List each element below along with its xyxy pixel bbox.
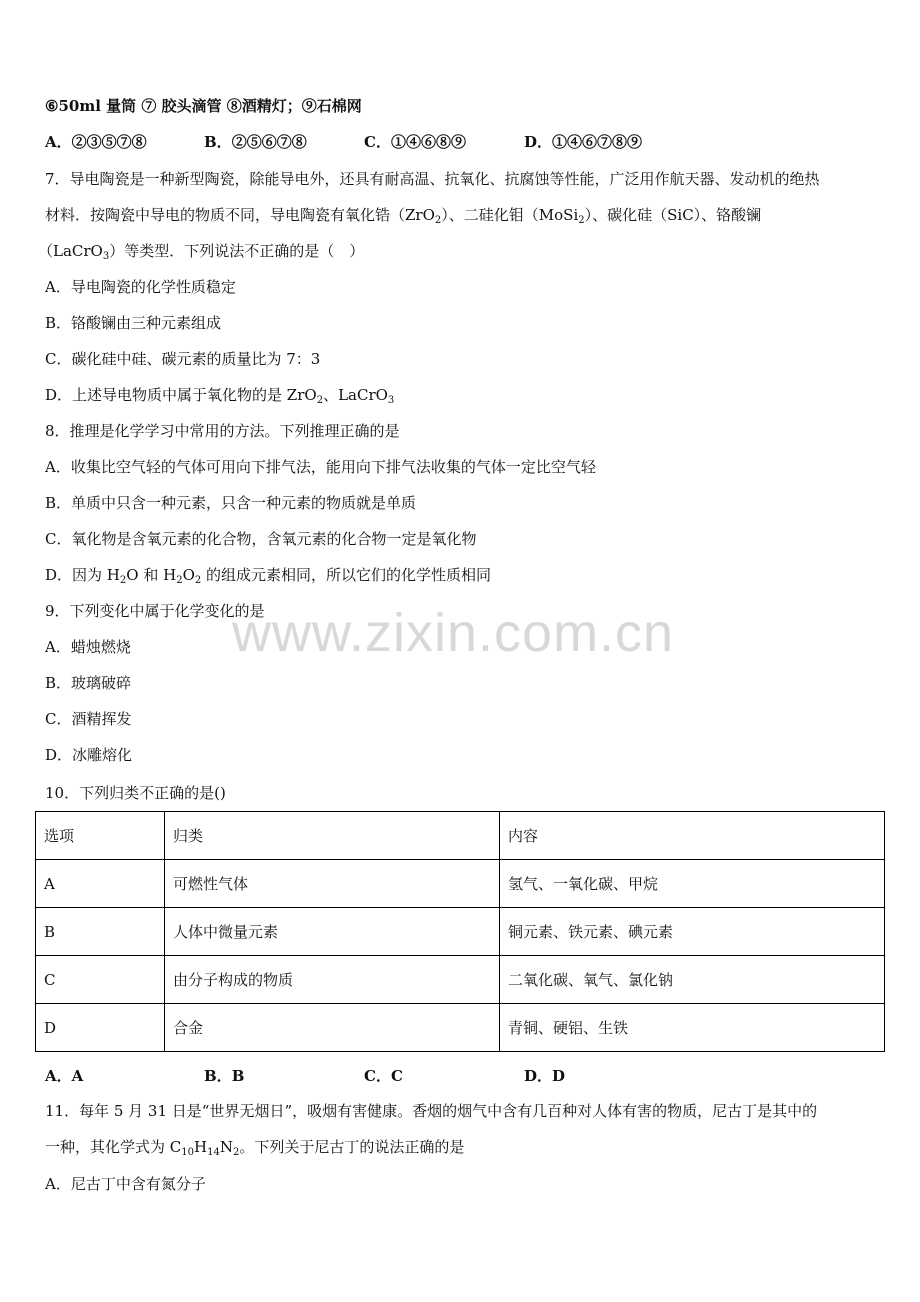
- table-cell: C: [36, 956, 165, 1004]
- table-cell: B: [36, 908, 165, 956]
- q9-stem: 9．下列变化中属于化学变化的是: [45, 602, 265, 620]
- q7-stem-line1: 7．导电陶瓷是一种新型陶瓷，除能导电外，还具有耐高温、抗氧化、抗腐蚀等性能，广泛用作航天器、发动机的绝热: [45, 170, 820, 188]
- table-header-cell: 归类: [165, 812, 500, 860]
- q7-option-d: D．上述导电物质中属于氧化物的是 ZrO$_2$、LaCrO$_3$: [45, 386, 395, 406]
- q7-option-a: A．导电陶瓷的化学性质稳定: [45, 278, 236, 296]
- watermark: www.zixin.com.cn: [232, 603, 675, 663]
- q7-option-c: C．碳化硅中硅、碳元素的质量比为 7：3: [45, 350, 321, 368]
- q11-option-a: A．尼古丁中含有氮分子: [45, 1175, 206, 1193]
- q10-option-a: A．A: [45, 1067, 84, 1085]
- q8-option-a: A．收集比空气轻的气体可用向下排气法，能用向下排气法收集的气体一定比空气轻: [45, 458, 596, 476]
- table-cell: 青铜、硬铝、生铁: [500, 1004, 885, 1052]
- q9-option-d: D．冰雕熔化: [45, 746, 133, 764]
- table-header-cell: 选项: [36, 812, 165, 860]
- q7-stem-line3: （LaCrO$_3$）等类型．下列说法不正确的是（ ）: [38, 242, 365, 262]
- q7-option-b: B．铬酸镧由三种元素组成: [45, 314, 222, 332]
- q9-option-b: B．玻璃破碎: [45, 674, 132, 692]
- q8-option-c: C．氧化物是含氧元素的化合物，含氧元素的化合物一定是氧化物: [45, 530, 477, 548]
- q9-option-a: A．蜡烛燃烧: [45, 638, 131, 656]
- table-cell: 由分子构成的物质: [165, 956, 500, 1004]
- q11-stem-line1: 11．每年 5 月 31 日是“世界无烟日”，吸烟有害健康。香烟的烟气中含有几百种对人体有害的物质，尼古丁是其中的: [45, 1102, 818, 1120]
- q6-option-b: B．②⑤⑥⑦⑧: [204, 133, 307, 151]
- q10-option-d: D．D: [524, 1067, 566, 1085]
- table-cell: 铜元素、铁元素、碘元素: [500, 908, 885, 956]
- table-header-row: [36, 812, 885, 860]
- classification-table: [35, 811, 885, 1052]
- q6-option-c: C．①④⑥⑧⑨: [364, 133, 466, 151]
- table-row: [36, 860, 885, 908]
- table-cell: 人体中微量元素: [165, 908, 500, 956]
- table-row: [36, 956, 885, 1004]
- tools-line: ⑥50ml 量筒 ⑦ 胶头滴管 ⑧酒精灯；⑨石棉网: [45, 97, 362, 115]
- q9-option-c: C．酒精挥发: [45, 710, 132, 728]
- q6-option-d: D．①④⑥⑦⑧⑨: [524, 133, 643, 151]
- q10-stem: 10．下列归类不正确的是(): [45, 784, 226, 802]
- table-cell: 二氧化碳、氧气、氯化钠: [500, 956, 885, 1004]
- q8-option-b: B．单质中只含一种元素，只含一种元素的物质就是单质: [45, 494, 417, 512]
- q11-stem-line2: 一种，其化学式为 $C_{10}H_{14}N_2$。下列关于尼古丁的说法正确的是: [45, 1138, 465, 1158]
- q8-option-d: D．因为 $H_2O$ 和 $H_2O_2$ 的组成元素相同，所以它们的化学性质相同: [45, 566, 492, 586]
- table-header-cell: 内容: [500, 812, 885, 860]
- q7-stem-line2: 材料．按陶瓷中导电的物质不同，导电陶瓷有氧化锆（ZrO$_2$）、二硅化钼（MoSi$_2$）、碳化硅（SiC）、铬酸镧: [45, 206, 762, 226]
- table-cell: 可燃性气体: [165, 860, 500, 908]
- table-cell: 氢气、一氧化碳、甲烷: [500, 860, 885, 908]
- q6-option-a: A．②③⑤⑦⑧: [45, 133, 147, 151]
- table-row: [36, 1004, 885, 1052]
- table-cell: D: [36, 1004, 165, 1052]
- q10-option-b: B．B: [204, 1067, 245, 1085]
- q8-stem: 8．推理是化学学习中常用的方法。下列推理正确的是: [45, 422, 400, 440]
- table-cell: A: [36, 860, 165, 908]
- table-cell: 合金: [165, 1004, 500, 1052]
- q10-option-c: C．C: [364, 1067, 403, 1085]
- table-row: [36, 908, 885, 956]
